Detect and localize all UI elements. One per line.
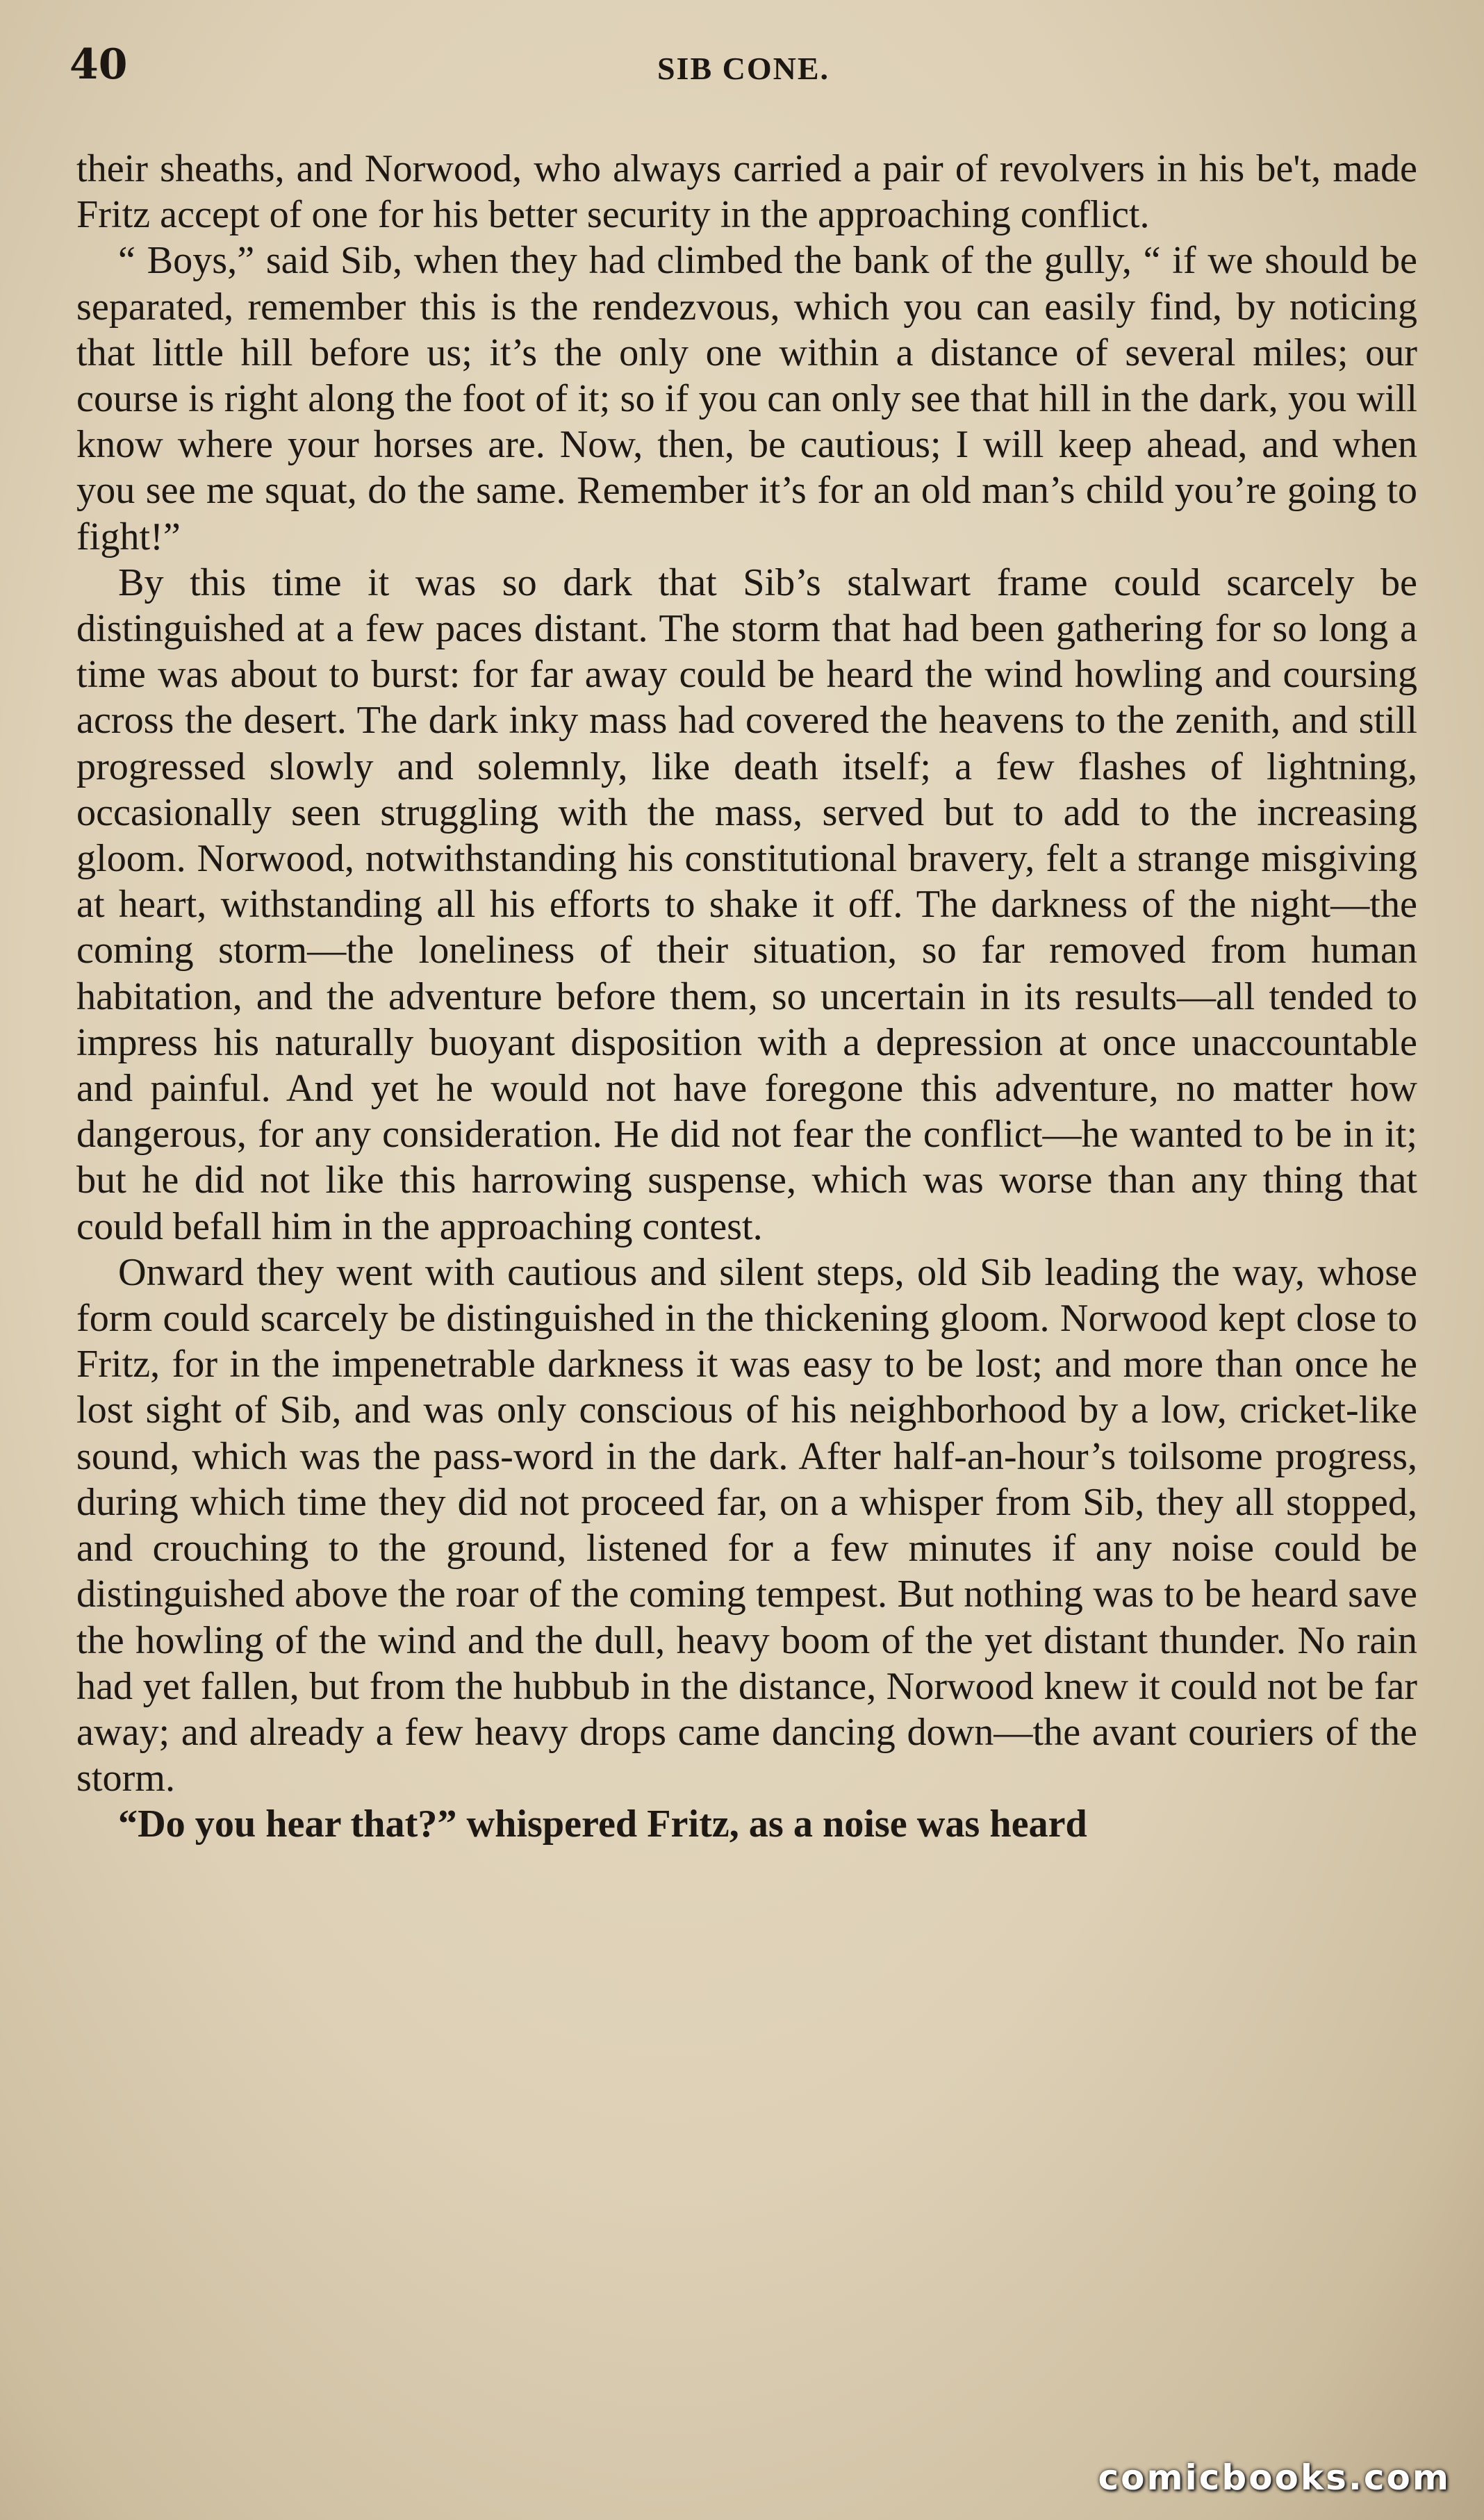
- paragraph: By this time it was so dark that Sib’s stalwart frame could scarcely be distinguished at a few paces distant. The storm that had been gathering for so long a time was about to burst: for far away could be heard the wind howling and coursing across the desert. The dark inky mass had covered the heavens to the zenith, and still progressed slowly and solemnly, like death itself; a few flashes of lightning, occasionally seen struggling with the mass, served but to add to the increasing gloom. Norwood, notwithstanding his constitutional bravery, felt a strange misgiving at heart, withstanding all his efforts to shake it off. The darkness of the night—the coming storm—the loneliness of their situation, so far removed from human habitation, and the adventure before them, so uncertain in its results—all tended to impress his naturally buoyant disposition with a depression at once unaccountable and painful. And yet he would not have foregone this adventure, no matter how dangerous, for any consideration. He did not fear the conflict—he wanted to be in it; but he did not like this harrowing suspense, which was worse than any thing that could befall him in the approaching contest.: [76, 561, 1417, 1248]
- paragraph: “Do you hear that?” whispered Fritz, as a noise was heard: [118, 1802, 1087, 1846]
- page-number: 40: [69, 40, 128, 89]
- paragraph: their sheaths, and Norwood, who always carried a pair of revolvers in his be't, made Fritz accept of one for his better security in the approaching conflict.: [76, 147, 1417, 237]
- page-header: [69, 40, 1417, 96]
- running-title: SIB CONE.: [657, 51, 830, 86]
- watermark: comicbooks.com: [1098, 2457, 1451, 2498]
- paragraph: “ Boys,” said Sib, when they had climbed the bank of the gully, “ if we should be separated, remember this is the rendezvous, which you can easily find, by noticing that little hill before us; it’s the only one within a distance of several miles; our course is right along the foot of it; so if you can only see that hill in the dark, you will know where your horses are. Now, then, be cautious; I will keep ahead, and when you see me squat, do the same. Remember it’s for an old man’s child you’re going to fight!”: [76, 239, 1417, 558]
- body-text: [76, 146, 1417, 2403]
- paragraph: Onward they went with cautious and silent steps, old Sib leading the way, whose form could scarcely be distinguished in the thickening gloom. Norwood kept close to Fritz, for in the impenetrable darkness it was easy to be lost; and more than once he lost sight of Sib, and was only conscious of his neighborhood by a low, cricket-like sound, which was the pass-word in the dark. After half-an-hour’s toilsome progress, during which time they did not proceed far, on a whisper from Sib, they all stopped, and crouching to the ground, listened for a few minutes if any noise could be distinguished above the roar of the coming tempest. But nothing was to be heard save the howling of the wind and the dull, heavy boom of the yet distant thunder. No rain had yet fallen, but from the hubbub in the distance, Norwood knew it could not be far away; and already a few heavy drops came dancing down—the avant couriers of the storm.: [76, 1250, 1417, 1800]
